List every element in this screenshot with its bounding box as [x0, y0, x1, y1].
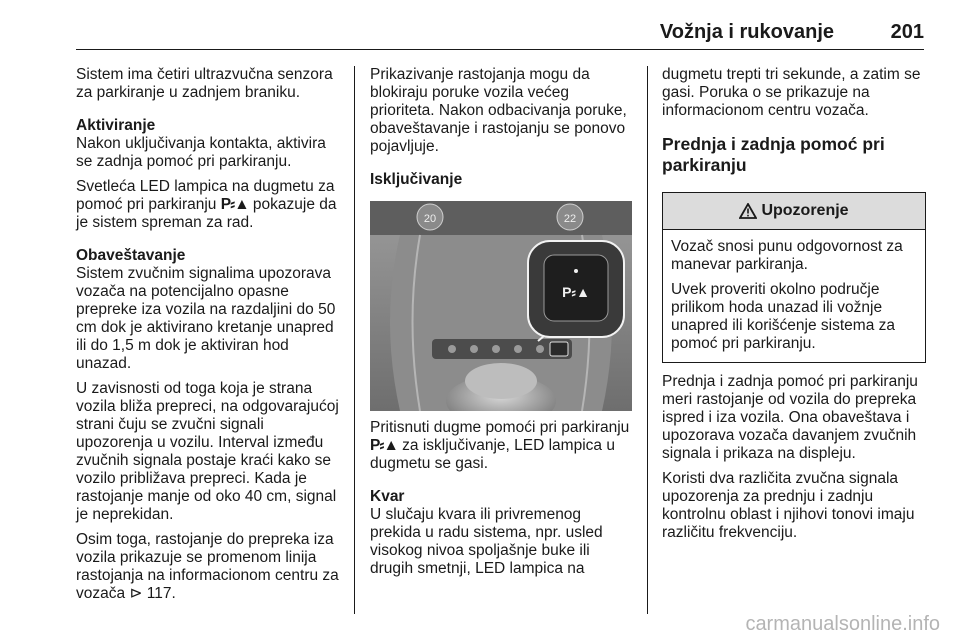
- park-assist-icon: P⸗▲: [370, 437, 398, 454]
- park-assist-icon: P⸗▲: [220, 196, 249, 213]
- page-ref-arrow-icon: ⊳: [129, 585, 143, 602]
- led-text-a: Svetleća LED lampica na dugmetu za pomoć pri parkiranju: [76, 178, 335, 213]
- column-1: [76, 66, 342, 610]
- heading-activate: Aktiviranje: [76, 117, 156, 134]
- warning-body: [663, 230, 925, 362]
- chapter-title: Vožnja i rukovanje: [659, 21, 834, 43]
- warning-title: Upozorenje: [761, 202, 849, 219]
- off-paragraph: [370, 419, 634, 473]
- warning-p1: Vozač snosi punu odgovornost za manevar parkiranja.: [671, 238, 903, 273]
- column-3: [662, 66, 926, 549]
- display-text: Osim toga, rastojanje do prepreka iza vozila prikazuje se promenom linija rastojanja na informacionom centru za vozača: [76, 531, 339, 602]
- header-rule: [76, 49, 924, 50]
- warning-box: [662, 192, 926, 363]
- measure-paragraph: Prednja i zadnja pomoć pri parkiranju meri rastojanje od vozila do prepreka ispred i iza vozila. Ona obaveštava i upozorava vozača davanjem zvučnih signala i prikaza na displeju.: [662, 373, 918, 462]
- blink-paragraph: dugmetu trepti tri sekunde, a zatim se gasi. Poruka o se prikazuje na informacionom centru vozača.: [662, 66, 921, 119]
- warning-header: [663, 193, 925, 230]
- page-header: [76, 0, 924, 53]
- heading-fault: Kvar: [370, 488, 405, 505]
- interval-paragraph: U zavisnosti od toga koja je strana vozila bliža prepreci, na odgovarajućoj strani čuju se zvučni signali upozorenja u vozilu. Interval između zvučnih signala postaje kraći kako se vozilo približava prepreci. Kada je rastojanje manje od oko 40 cm, signal je neprekidan.: [76, 380, 339, 523]
- temp-badge-right: 22: [563, 213, 577, 225]
- signals-paragraph: Koristi dva različita zvučna signala upozorenja za prednju i zadnju kontrolnu oblast i njihovi tonovi imaju različitu frekvenciju.: [662, 470, 915, 541]
- page-ref-link[interactable]: 117.: [146, 585, 176, 602]
- display-paragraph: [76, 531, 342, 603]
- led-text-b: pokazuje da je sistem spreman za rad.: [76, 196, 337, 231]
- column-2: [370, 66, 634, 585]
- led-paragraph: [76, 178, 342, 232]
- column-divider-1: [354, 66, 355, 614]
- column-divider-2: [647, 66, 648, 614]
- off-text-b: za isključivanje, LED lampica u dugmetu se gasi.: [370, 437, 615, 472]
- watermark: carmanualsonline.info: [745, 613, 940, 635]
- heading-notify: Obaveštavanje: [76, 247, 186, 264]
- warning-triangle-icon: [739, 203, 757, 219]
- temp-badge-left: 20: [423, 213, 437, 225]
- activate-paragraph: Nakon uključivanja kontakta, aktivira se zadnja pomoć pri parkiranju.: [76, 135, 326, 170]
- page-number: 201: [890, 21, 924, 43]
- warning-p2: Uvek proveriti okolno područje prilikom hoda unazad ili vožnje unapred ili korišćenje sistema za pomoć pri parkiranju.: [671, 281, 895, 352]
- heading-off: Isključivanje: [370, 171, 463, 188]
- fault-paragraph: U slučaju kvara ili privremenog prekida u radu sistema, npr. usled visokog nivoa spoljašnje buke ili drugih smetnji, LED lampica na: [370, 506, 603, 577]
- park-assist-button-photo: [370, 201, 632, 411]
- intro-paragraph: Sistem ima četiri ultrazvučna senzora za parkiranje u zadnjem braniku.: [76, 66, 333, 101]
- notify-paragraph: Sistem zvučnim signalima upozorava vozača na potencijalno opasne prepreke iza vozila na razdaljini do 50 cm dok je aktivirano kretanje unapred ili do 1,5 m dok je aktiviran hod unazad.: [76, 265, 336, 372]
- off-text-a: Pritisnuti dugme pomoći pri parkiranju: [370, 419, 630, 436]
- priority-paragraph: Prikazivanje rastojanja mogu da blokiraju poruke vozila većeg prioriteta. Nakon odbacivanja poruke, obaveštavanje i rastojanju se ponovo pojavljuje.: [370, 66, 627, 155]
- heading-front-rear: Prednja i zadnja pomoć pri parkiranju: [662, 134, 885, 175]
- callout-park-assist-icon: P⸗▲: [562, 284, 590, 300]
